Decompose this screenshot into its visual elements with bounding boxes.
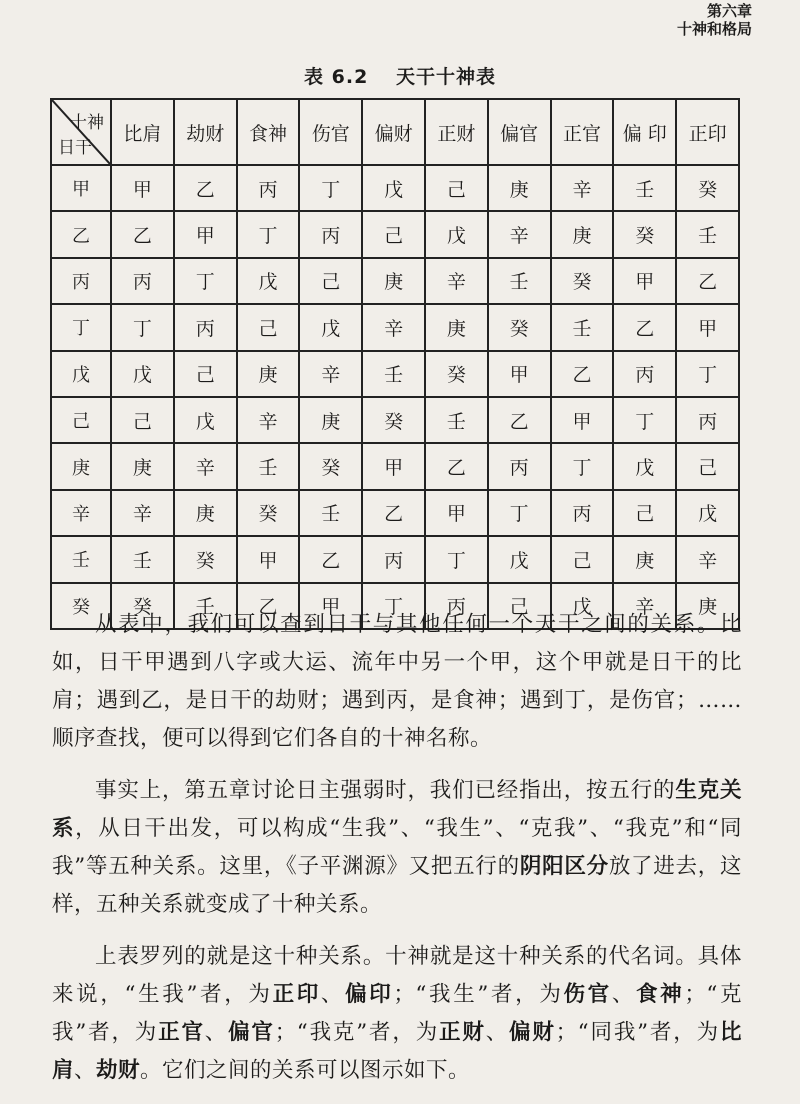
table-cell: 癸 bbox=[613, 211, 676, 257]
table-cell: 己 bbox=[425, 165, 488, 211]
column-header: 正官 bbox=[551, 99, 614, 165]
row-header: 乙 bbox=[51, 211, 111, 257]
bold-term: 生克关系 bbox=[52, 778, 742, 841]
table-cell: 辛 bbox=[362, 304, 425, 350]
table-cell: 丙 bbox=[362, 536, 425, 582]
bold-term: 正印 bbox=[272, 982, 321, 1007]
corner-top-label: 十神 bbox=[70, 113, 104, 133]
table-number: 表 6.2 bbox=[304, 66, 369, 88]
table-cell: 甲 bbox=[111, 165, 174, 211]
bold-term: 伤官 bbox=[563, 982, 612, 1007]
table-cell: 丙 bbox=[299, 211, 362, 257]
table-cell: 辛 bbox=[425, 258, 488, 304]
column-header: 劫财 bbox=[174, 99, 237, 165]
table-row bbox=[51, 397, 739, 443]
table-cell: 癸 bbox=[174, 536, 237, 582]
text-run: 、 bbox=[204, 1020, 229, 1045]
table-cell: 己 bbox=[299, 258, 362, 304]
table-cell: 丁 bbox=[237, 211, 300, 257]
table-cell: 乙 bbox=[237, 583, 300, 629]
table-cell: 丁 bbox=[676, 351, 739, 397]
table-cell: 乙 bbox=[362, 490, 425, 536]
bold-term: 偏印 bbox=[345, 982, 394, 1007]
table-cell: 戊 bbox=[237, 258, 300, 304]
row-header: 庚 bbox=[51, 443, 111, 489]
text-run: 从表中，我们可以查到日干与其他任何一个天干之间的关系。比如，日干甲遇到八字或大运、流年中另一个甲，这个甲就是日干的比肩；遇到乙，是日干的劫财；遇到丙，是食神；遇到丁，是伤官；……顺序查找，便可以得到它们各自的十神名称。 bbox=[52, 612, 742, 751]
table-cell: 辛 bbox=[237, 397, 300, 443]
table-cell: 丙 bbox=[613, 351, 676, 397]
row-header: 己 bbox=[51, 397, 111, 443]
ten-gods-table bbox=[50, 98, 740, 630]
table-cell: 丁 bbox=[174, 258, 237, 304]
table-row bbox=[51, 165, 739, 211]
table-cell: 戊 bbox=[551, 583, 614, 629]
paragraph bbox=[52, 938, 742, 1090]
table-cell: 癸 bbox=[111, 583, 174, 629]
table-cell: 乙 bbox=[299, 536, 362, 582]
table-row bbox=[51, 536, 739, 582]
table-cell: 壬 bbox=[174, 583, 237, 629]
table-cell: 甲 bbox=[174, 211, 237, 257]
table-cell: 壬 bbox=[111, 536, 174, 582]
table-row bbox=[51, 304, 739, 350]
row-header: 辛 bbox=[51, 490, 111, 536]
paragraph bbox=[52, 606, 742, 758]
bold-term: 劫财 bbox=[96, 1058, 141, 1083]
table-cell: 癸 bbox=[362, 397, 425, 443]
table-cell: 庚 bbox=[174, 490, 237, 536]
text-run: ；“我克”者，为 bbox=[274, 1020, 440, 1045]
table-cell: 辛 bbox=[174, 443, 237, 489]
table-cell: 丁 bbox=[362, 583, 425, 629]
text-run: ，从日干出发，可以构成“生我”、“我生”、“克我”、“我克”和“同我”等五种关系。这里，《子平渊源》又把五行的 bbox=[52, 816, 742, 879]
table-cell: 己 bbox=[488, 583, 551, 629]
table-cell: 甲 bbox=[299, 583, 362, 629]
table-row bbox=[51, 490, 739, 536]
table-cell: 戊 bbox=[111, 351, 174, 397]
row-header: 甲 bbox=[51, 165, 111, 211]
table-cell: 壬 bbox=[613, 165, 676, 211]
row-header: 壬 bbox=[51, 536, 111, 582]
table-cell: 壬 bbox=[237, 443, 300, 489]
table-cell: 丙 bbox=[551, 490, 614, 536]
chapter-label: 第六章 bbox=[706, 2, 752, 20]
column-header: 比肩 bbox=[111, 99, 174, 165]
table-cell: 戊 bbox=[488, 536, 551, 582]
table-cell: 丁 bbox=[111, 304, 174, 350]
table-cell: 丁 bbox=[299, 165, 362, 211]
table-cell: 辛 bbox=[613, 583, 676, 629]
table-cell: 乙 bbox=[425, 443, 488, 489]
column-header: 食神 bbox=[237, 99, 300, 165]
table-cell: 丙 bbox=[174, 304, 237, 350]
table-cell: 己 bbox=[551, 536, 614, 582]
column-header: 偏财 bbox=[362, 99, 425, 165]
table-cell: 庚 bbox=[551, 211, 614, 257]
row-header: 戊 bbox=[51, 351, 111, 397]
table-cell: 庚 bbox=[613, 536, 676, 582]
table-cell: 甲 bbox=[488, 351, 551, 397]
text-run: 上表罗列的就是这十种关系。十神就是这十种关系的代名词。具体来说，“生我”者，为 bbox=[52, 944, 742, 1007]
text-run: 事实上，第五章讨论日主强弱时，我们已经指出，按五行的 bbox=[95, 778, 676, 803]
table-cell: 戊 bbox=[425, 211, 488, 257]
table-caption bbox=[0, 62, 800, 89]
text-run: ；“克我”者，为 bbox=[52, 982, 742, 1045]
table-row bbox=[51, 258, 739, 304]
bold-term: 偏财 bbox=[509, 1020, 556, 1045]
table-cell: 丁 bbox=[488, 490, 551, 536]
table-cell: 辛 bbox=[488, 211, 551, 257]
table-cell: 庚 bbox=[111, 443, 174, 489]
table-cell: 癸 bbox=[237, 490, 300, 536]
table-cell: 甲 bbox=[676, 304, 739, 350]
bold-term: 食神 bbox=[636, 982, 685, 1007]
table-row bbox=[51, 443, 739, 489]
text-run: ；“同我”者，为 bbox=[555, 1020, 720, 1045]
table-row bbox=[51, 211, 739, 257]
table-cell: 甲 bbox=[362, 443, 425, 489]
text-run: 、 bbox=[611, 982, 636, 1007]
table-cell: 丙 bbox=[111, 258, 174, 304]
table-cell: 癸 bbox=[676, 165, 739, 211]
row-header: 丁 bbox=[51, 304, 111, 350]
table-cell: 甲 bbox=[613, 258, 676, 304]
table-cell: 壬 bbox=[488, 258, 551, 304]
row-header: 丙 bbox=[51, 258, 111, 304]
table-cell: 乙 bbox=[676, 258, 739, 304]
bold-term: 正财 bbox=[439, 1020, 486, 1045]
chapter-title: 十神和格局 bbox=[676, 20, 752, 38]
table-cell: 甲 bbox=[551, 397, 614, 443]
table-row bbox=[51, 351, 739, 397]
table-cell: 辛 bbox=[111, 490, 174, 536]
table-cell: 己 bbox=[676, 443, 739, 489]
column-header: 正印 bbox=[676, 99, 739, 165]
table-cell: 庚 bbox=[362, 258, 425, 304]
table-cell: 癸 bbox=[425, 351, 488, 397]
column-header: 偏 印 bbox=[613, 99, 676, 165]
paragraph bbox=[52, 772, 742, 924]
bold-term: 偏官 bbox=[228, 1020, 275, 1045]
table-title: 天干十神表 bbox=[395, 66, 496, 88]
table-header-row bbox=[51, 99, 739, 165]
table-cell: 丁 bbox=[425, 536, 488, 582]
table-cell: 己 bbox=[237, 304, 300, 350]
table-cell: 庚 bbox=[425, 304, 488, 350]
table-cell: 壬 bbox=[362, 351, 425, 397]
corner-bottom-label: 日干 bbox=[58, 138, 92, 158]
table-cell: 丙 bbox=[676, 397, 739, 443]
column-header: 伤官 bbox=[299, 99, 362, 165]
text-run: 、 bbox=[74, 1058, 97, 1083]
table-cell: 戊 bbox=[362, 165, 425, 211]
table-cell: 丁 bbox=[613, 397, 676, 443]
table-cell: 丙 bbox=[488, 443, 551, 489]
table-cell: 戊 bbox=[299, 304, 362, 350]
table-cell: 壬 bbox=[425, 397, 488, 443]
bold-term: 比肩 bbox=[52, 1020, 742, 1083]
text-run: 、 bbox=[320, 982, 346, 1007]
table-cell: 辛 bbox=[551, 165, 614, 211]
table-cell: 丙 bbox=[237, 165, 300, 211]
table-cell: 辛 bbox=[676, 536, 739, 582]
table-cell: 戊 bbox=[174, 397, 237, 443]
table-cell: 己 bbox=[362, 211, 425, 257]
text-run: 放了进去，这样，五种关系就变成了十种关系。 bbox=[52, 854, 742, 917]
table-cell: 壬 bbox=[299, 490, 362, 536]
table-cell: 癸 bbox=[299, 443, 362, 489]
text-run: ；“我生”者，为 bbox=[393, 982, 564, 1007]
table-cell: 壬 bbox=[551, 304, 614, 350]
table-cell: 丁 bbox=[551, 443, 614, 489]
corner-cell bbox=[51, 99, 111, 165]
table-cell: 乙 bbox=[613, 304, 676, 350]
table-cell: 己 bbox=[613, 490, 676, 536]
column-header: 正财 bbox=[425, 99, 488, 165]
table-cell: 庚 bbox=[237, 351, 300, 397]
table-cell: 乙 bbox=[488, 397, 551, 443]
table-cell: 己 bbox=[174, 351, 237, 397]
text-run: 。它们之间的关系可以图示如下。 bbox=[140, 1058, 471, 1083]
table-cell: 乙 bbox=[111, 211, 174, 257]
table-cell: 戊 bbox=[613, 443, 676, 489]
table-cell: 戊 bbox=[676, 490, 739, 536]
running-head bbox=[677, 2, 752, 38]
table-cell: 丙 bbox=[425, 583, 488, 629]
table-cell: 甲 bbox=[425, 490, 488, 536]
column-header: 偏官 bbox=[488, 99, 551, 165]
table-cell: 庚 bbox=[676, 583, 739, 629]
row-header: 癸 bbox=[51, 583, 111, 629]
table-cell: 癸 bbox=[551, 258, 614, 304]
table-cell: 乙 bbox=[551, 351, 614, 397]
table-cell: 庚 bbox=[299, 397, 362, 443]
table-cell: 己 bbox=[111, 397, 174, 443]
table-cell: 癸 bbox=[488, 304, 551, 350]
bold-term: 阴阳区分 bbox=[519, 854, 609, 879]
table-cell: 乙 bbox=[174, 165, 237, 211]
body-text bbox=[52, 606, 742, 1104]
table-cell: 辛 bbox=[299, 351, 362, 397]
text-run: 、 bbox=[485, 1020, 510, 1045]
table-cell: 壬 bbox=[676, 211, 739, 257]
table-cell: 庚 bbox=[488, 165, 551, 211]
bold-term: 正官 bbox=[158, 1020, 205, 1045]
table-cell: 甲 bbox=[237, 536, 300, 582]
